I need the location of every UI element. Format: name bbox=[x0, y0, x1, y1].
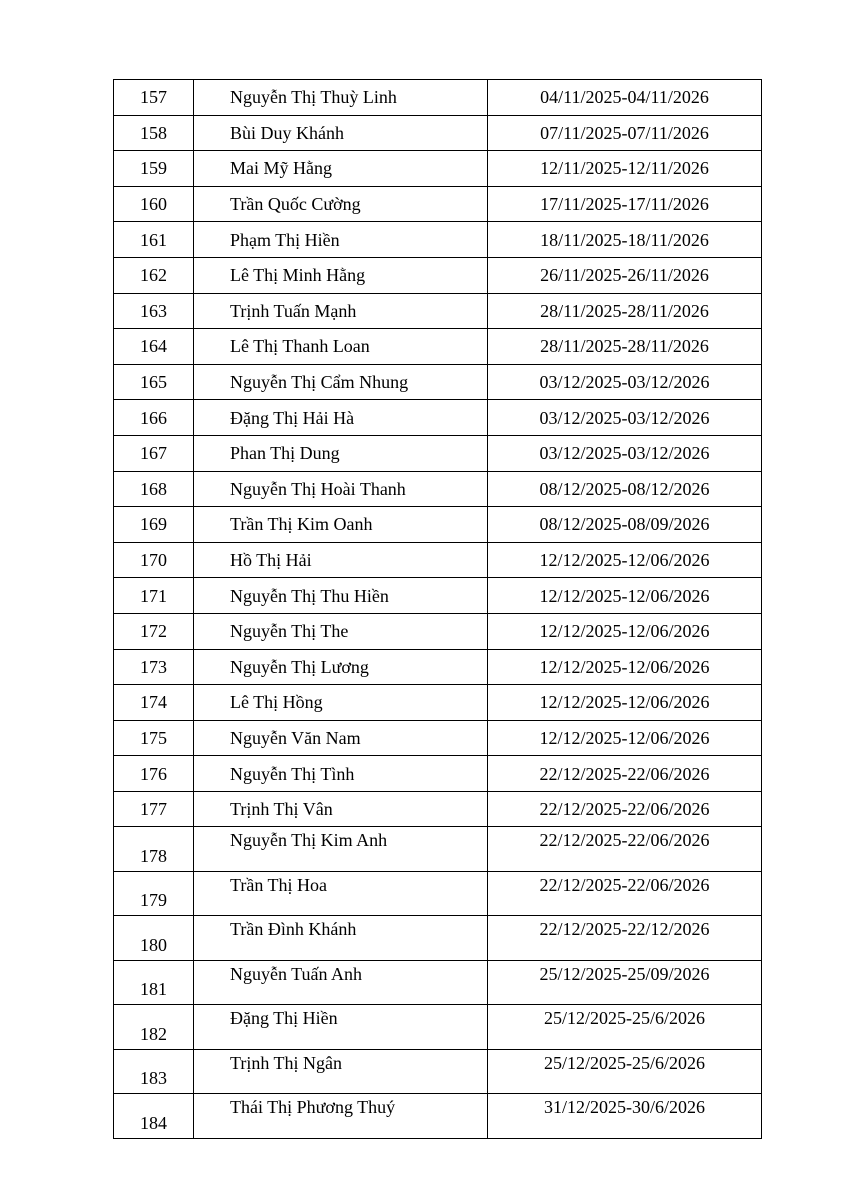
date-range: 04/11/2025-04/11/2026 bbox=[488, 80, 762, 116]
date-range: 12/12/2025-12/06/2026 bbox=[488, 685, 762, 721]
person-name: Nguyễn Văn Nam bbox=[194, 720, 488, 756]
person-name: Nguyễn Thị Tình bbox=[194, 756, 488, 792]
date-range: 07/11/2025-07/11/2026 bbox=[488, 115, 762, 151]
table-row bbox=[114, 720, 762, 756]
person-name: Trịnh Tuấn Mạnh bbox=[194, 293, 488, 329]
row-number: 171 bbox=[114, 578, 194, 614]
row-number: 175 bbox=[114, 720, 194, 756]
date-range: 22/12/2025-22/06/2026 bbox=[488, 871, 762, 916]
row-number: 164 bbox=[114, 329, 194, 365]
date-range: 25/12/2025-25/09/2026 bbox=[488, 960, 762, 1005]
table-row bbox=[114, 80, 762, 116]
row-number: 163 bbox=[114, 293, 194, 329]
date-range: 28/11/2025-28/11/2026 bbox=[488, 293, 762, 329]
person-name: Nguyễn Thị Thu Hiền bbox=[194, 578, 488, 614]
person-name: Lê Thị Minh Hằng bbox=[194, 257, 488, 293]
table-row bbox=[114, 960, 762, 1005]
date-range: 03/12/2025-03/12/2026 bbox=[488, 435, 762, 471]
row-number: 172 bbox=[114, 613, 194, 649]
date-range: 08/12/2025-08/12/2026 bbox=[488, 471, 762, 507]
person-name: Nguyễn Thị Cẩm Nhung bbox=[194, 364, 488, 400]
person-name: Trịnh Thị Vân bbox=[194, 791, 488, 827]
table-row bbox=[114, 827, 762, 872]
table-row bbox=[114, 222, 762, 258]
row-number: 157 bbox=[114, 80, 194, 116]
person-name: Bùi Duy Khánh bbox=[194, 115, 488, 151]
person-name: Trần Thị Kim Oanh bbox=[194, 507, 488, 543]
row-number: 173 bbox=[114, 649, 194, 685]
row-number: 177 bbox=[114, 791, 194, 827]
date-range: 08/12/2025-08/09/2026 bbox=[488, 507, 762, 543]
person-name: Nguyễn Thị The bbox=[194, 613, 488, 649]
row-number: 161 bbox=[114, 222, 194, 258]
person-name: Đặng Thị Hiền bbox=[194, 1005, 488, 1050]
date-range: 22/12/2025-22/06/2026 bbox=[488, 827, 762, 872]
row-number: 182 bbox=[114, 1005, 194, 1050]
person-name: Nguyễn Tuấn Anh bbox=[194, 960, 488, 1005]
table-row bbox=[114, 871, 762, 916]
date-range: 22/12/2025-22/06/2026 bbox=[488, 756, 762, 792]
person-name: Trần Quốc Cường bbox=[194, 186, 488, 222]
table-row bbox=[114, 364, 762, 400]
date-range: 22/12/2025-22/12/2026 bbox=[488, 916, 762, 961]
person-name: Đặng Thị Hải Hà bbox=[194, 400, 488, 436]
row-number: 159 bbox=[114, 151, 194, 187]
table-row bbox=[114, 791, 762, 827]
person-name: Nguyễn Thị Kim Anh bbox=[194, 827, 488, 872]
table-row bbox=[114, 1094, 762, 1139]
row-number: 184 bbox=[114, 1094, 194, 1139]
person-name: Trần Thị Hoa bbox=[194, 871, 488, 916]
table-row bbox=[114, 293, 762, 329]
person-name: Mai Mỹ Hằng bbox=[194, 151, 488, 187]
date-range: 17/11/2025-17/11/2026 bbox=[488, 186, 762, 222]
date-range: 25/12/2025-25/6/2026 bbox=[488, 1005, 762, 1050]
row-number: 162 bbox=[114, 257, 194, 293]
row-number: 170 bbox=[114, 542, 194, 578]
row-number: 167 bbox=[114, 435, 194, 471]
table-row bbox=[114, 115, 762, 151]
table-row bbox=[114, 542, 762, 578]
date-range: 12/12/2025-12/06/2026 bbox=[488, 649, 762, 685]
person-name: Trần Đình Khánh bbox=[194, 916, 488, 961]
row-number: 181 bbox=[114, 960, 194, 1005]
row-number: 165 bbox=[114, 364, 194, 400]
date-range: 31/12/2025-30/6/2026 bbox=[488, 1094, 762, 1139]
row-number: 183 bbox=[114, 1049, 194, 1094]
person-name: Nguyễn Thị Lương bbox=[194, 649, 488, 685]
person-name: Lê Thị Thanh Loan bbox=[194, 329, 488, 365]
person-name: Nguyễn Thị Hoài Thanh bbox=[194, 471, 488, 507]
date-range: 03/12/2025-03/12/2026 bbox=[488, 364, 762, 400]
table-row bbox=[114, 400, 762, 436]
row-number: 166 bbox=[114, 400, 194, 436]
table-row bbox=[114, 1005, 762, 1050]
row-number: 160 bbox=[114, 186, 194, 222]
row-number: 168 bbox=[114, 471, 194, 507]
date-range: 28/11/2025-28/11/2026 bbox=[488, 329, 762, 365]
table-row bbox=[114, 186, 762, 222]
table-row bbox=[114, 685, 762, 721]
person-name: Lê Thị Hồng bbox=[194, 685, 488, 721]
table-row bbox=[114, 507, 762, 543]
roster-table-body bbox=[114, 80, 762, 1139]
date-range: 12/12/2025-12/06/2026 bbox=[488, 720, 762, 756]
person-name: Phạm Thị Hiền bbox=[194, 222, 488, 258]
date-range: 12/11/2025-12/11/2026 bbox=[488, 151, 762, 187]
table-row bbox=[114, 257, 762, 293]
table-row bbox=[114, 151, 762, 187]
table-row bbox=[114, 649, 762, 685]
date-range: 12/12/2025-12/06/2026 bbox=[488, 613, 762, 649]
row-number: 178 bbox=[114, 827, 194, 872]
table-row bbox=[114, 578, 762, 614]
person-name: Thái Thị Phương Thuý bbox=[194, 1094, 488, 1139]
row-number: 158 bbox=[114, 115, 194, 151]
row-number: 176 bbox=[114, 756, 194, 792]
table-row bbox=[114, 435, 762, 471]
table-row bbox=[114, 1049, 762, 1094]
date-range: 25/12/2025-25/6/2026 bbox=[488, 1049, 762, 1094]
row-number: 180 bbox=[114, 916, 194, 961]
row-number: 169 bbox=[114, 507, 194, 543]
date-range: 12/12/2025-12/06/2026 bbox=[488, 542, 762, 578]
person-name: Nguyễn Thị Thuỳ Linh bbox=[194, 80, 488, 116]
table-row bbox=[114, 471, 762, 507]
table-row bbox=[114, 916, 762, 961]
date-range: 12/12/2025-12/06/2026 bbox=[488, 578, 762, 614]
table-row bbox=[114, 756, 762, 792]
row-number: 179 bbox=[114, 871, 194, 916]
table-row bbox=[114, 613, 762, 649]
date-range: 26/11/2025-26/11/2026 bbox=[488, 257, 762, 293]
roster-table bbox=[113, 79, 762, 1139]
person-name: Phan Thị Dung bbox=[194, 435, 488, 471]
row-number: 174 bbox=[114, 685, 194, 721]
person-name: Hồ Thị Hải bbox=[194, 542, 488, 578]
person-name: Trịnh Thị Ngân bbox=[194, 1049, 488, 1094]
table-row bbox=[114, 329, 762, 365]
date-range: 22/12/2025-22/06/2026 bbox=[488, 791, 762, 827]
date-range: 03/12/2025-03/12/2026 bbox=[488, 400, 762, 436]
date-range: 18/11/2025-18/11/2026 bbox=[488, 222, 762, 258]
